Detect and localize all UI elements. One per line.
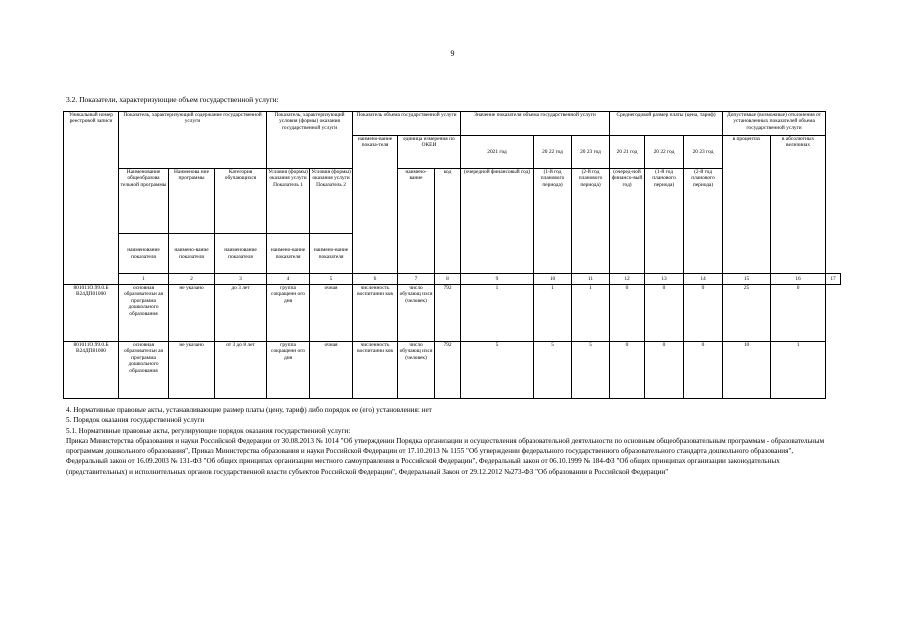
registry-number: 801011О.99.0.Б В24ДП81000 xyxy=(64,342,119,399)
header-indicator-name-5: наимено-вание показателя xyxy=(310,234,353,274)
col-number: 1 xyxy=(119,274,169,285)
note-regulatory-acts: 5.1. Нормативные правовые акты, регулирующие порядок оказания государственной услуги: xyxy=(66,426,351,435)
condition-2: очная xyxy=(310,285,353,342)
deviation-absolute: 1 xyxy=(771,342,826,399)
col-number: 15 xyxy=(723,274,771,285)
header-period-1: (очередной финансовый год) xyxy=(461,169,534,274)
value-2022: 5 xyxy=(534,342,572,399)
header-indicator-name-4: наимено-вание показателя xyxy=(267,234,310,274)
program-name: основная образовательн ая программа дошкольного образования xyxy=(119,285,169,342)
unit-name: число обучающ ихся (человек) xyxy=(398,285,435,342)
header-indicator-name-2: наимено-вание показателя xyxy=(169,234,215,274)
header-student-category: Категория обучающихся xyxy=(215,169,267,234)
col-number: 2 xyxy=(169,274,215,285)
fee-2022: 0 xyxy=(645,285,684,342)
condition-1: группа сокращенн ого дня xyxy=(267,285,310,342)
value-2023: 1 xyxy=(572,285,610,342)
condition-2: очная xyxy=(310,342,353,399)
header-content-indicator: Показатель, характеризующий содержание государственной услуги xyxy=(119,112,267,136)
value-2021: 1 xyxy=(461,285,534,342)
col-number: 3 xyxy=(215,274,267,285)
col-number: 16 xyxy=(771,274,826,285)
header-fee-period-3: (2-й год планового периода) xyxy=(684,169,723,274)
header-fee-year-1: 20 21 год xyxy=(610,136,645,169)
header-registry-number: Уникальный номер реестровой записи xyxy=(64,112,119,285)
registry-number: 801011О.99.0.Б В24ДП01000 xyxy=(64,285,119,342)
deviation-absolute: 0 xyxy=(771,285,826,342)
header-unit-code: код xyxy=(435,169,461,274)
header-deviation-percent: в процентах xyxy=(723,136,771,274)
header-fee-year-3: 20 23 год xyxy=(684,136,723,169)
table-row xyxy=(64,285,841,342)
header-program-name: Наименование общеобразова тельной программы xyxy=(119,169,169,234)
value-2022: 1 xyxy=(534,285,572,342)
col-number: 10 xyxy=(534,274,572,285)
header-volume-value: Значение показателя объема государственной услуги xyxy=(461,112,610,136)
fee-2022: 0 xyxy=(645,342,684,399)
header-fee-year-2: 20 22 год xyxy=(645,136,684,169)
col-number: 11 xyxy=(572,274,610,285)
header-content-spacer xyxy=(119,136,267,169)
col-number: 17 xyxy=(826,274,841,285)
header-program: Наименова ние программы xyxy=(169,169,215,234)
header-year-2: 20 22 год xyxy=(534,136,572,169)
note-acts-list: Приказ Министерства образования и науки Российской Федерации от 30.08.2013 № 1014 "Об утверждении Порядка организации и осуществления образовательной деятельности по основным общеобразовательным программам - образовательным программам дошкольного образования", Приказ Министерства образования и науки Российской Федерации от 17.10.2013 № 1155 "Об утверждении федерального государственного образовательного стандарта дошкольного образования", Федеральный закон от 16.09.2003 № 131-ФЗ "Об общих принципах организации местного самоуправления в Российской Федерации", Федеральный закон от 06.10.1999 № 184-ФЗ "Об общих принципах организации законодательных (представительных) и исполнительных органов государственной власти субъектов Российской Федерации", Федеральный Закон от 29.12.2012 №273-ФЗ "Об образовании в Российской Федерации" xyxy=(66,436,825,476)
header-condition-1: Условия (формы) оказания услуги Показатель 1 xyxy=(267,169,310,234)
unit-name: число обучающ ихся (человек) xyxy=(398,342,435,399)
fee-2023: 0 xyxy=(684,342,723,399)
header-allowed-deviations: Допустимые (возможные) отклонения от установленных показателей объема государственной услуги xyxy=(723,112,826,136)
value-2021: 5 xyxy=(461,342,534,399)
col-number: 8 xyxy=(435,274,461,285)
student-category: до 3 лет xyxy=(215,285,267,342)
header-condition-spacer xyxy=(267,136,353,169)
header-average-fee: Среднегодовой размер платы (цена, тариф) xyxy=(610,112,723,136)
note-procedure: 5. Порядок оказания государственной услуги xyxy=(66,416,205,425)
student-category: от 3 до 8 лет xyxy=(215,342,267,399)
col-number: 9 xyxy=(461,274,534,285)
header-volume-indicator: Показатель объема государственной услуги xyxy=(353,112,461,136)
deviation-percent: 25 xyxy=(723,285,771,342)
fee-2021: 0 xyxy=(610,285,645,342)
indicator-name: численность воспитанни ков xyxy=(353,342,398,399)
indicator-name: численность воспитанни ков xyxy=(353,285,398,342)
page-number: 9 xyxy=(450,49,455,58)
volume-indicators-table xyxy=(63,111,841,399)
header-indicator-name-1: наименование показателя xyxy=(119,234,169,274)
program: не указано xyxy=(169,342,215,399)
header-condition-indicator: Показатель, характеризующий условия (формы) оказания государственной услуги xyxy=(267,112,353,136)
table-row xyxy=(64,342,841,399)
header-indicator-name-3: наименование показателя xyxy=(215,234,267,274)
header-fee-period-1: (очеред-ной финансо-вый год) xyxy=(610,169,645,274)
value-2023: 5 xyxy=(572,342,610,399)
regulatory-notes xyxy=(66,405,836,477)
col-number: 7 xyxy=(398,274,435,285)
header-condition-2: Условия (формы) оказания услуги Показатель 2 xyxy=(310,169,353,234)
header-indicator-name: наимено-вание показа-теля xyxy=(353,136,398,274)
header-period-2: (1-й год планового периода) xyxy=(534,169,572,274)
header-year-1: 2021 год xyxy=(461,136,534,169)
col-number: 12 xyxy=(610,274,645,285)
col-number: 5 xyxy=(310,274,353,285)
program: не указано xyxy=(169,285,215,342)
section-title: 3.2. Показатели, характеризующие объем государственной услуги: xyxy=(66,95,279,104)
program-name: основная образовательн ая программа дошкольного образования xyxy=(119,342,169,399)
header-period-3: (2-й год планового периода) xyxy=(572,169,610,274)
unit-code: 792 xyxy=(435,285,461,342)
header-year-3: 20 23 год xyxy=(572,136,610,169)
header-unit: единица измерения по ОКЕИ xyxy=(398,136,461,169)
col-number: 4 xyxy=(267,274,310,285)
condition-1: группа сокращенн ого дня xyxy=(267,342,310,399)
header-fee-period-2: (1-й год планового периода) xyxy=(645,169,684,274)
col-number: 14 xyxy=(684,274,723,285)
header-deviation-absolute: в абсолютных величинах xyxy=(771,136,826,274)
deviation-percent: 10 xyxy=(723,342,771,399)
unit-code: 792 xyxy=(435,342,461,399)
col-number: 13 xyxy=(645,274,684,285)
fee-2023: 0 xyxy=(684,285,723,342)
note-fee-acts: 4. Нормативные правовые акты, устанавливающие размер платы (цену, тариф) либо порядок ее (его) установления: нет xyxy=(66,406,432,414)
col-number: 6 xyxy=(353,274,398,285)
header-unit-name: наимено-вание xyxy=(398,169,435,274)
fee-2021: 0 xyxy=(610,342,645,399)
